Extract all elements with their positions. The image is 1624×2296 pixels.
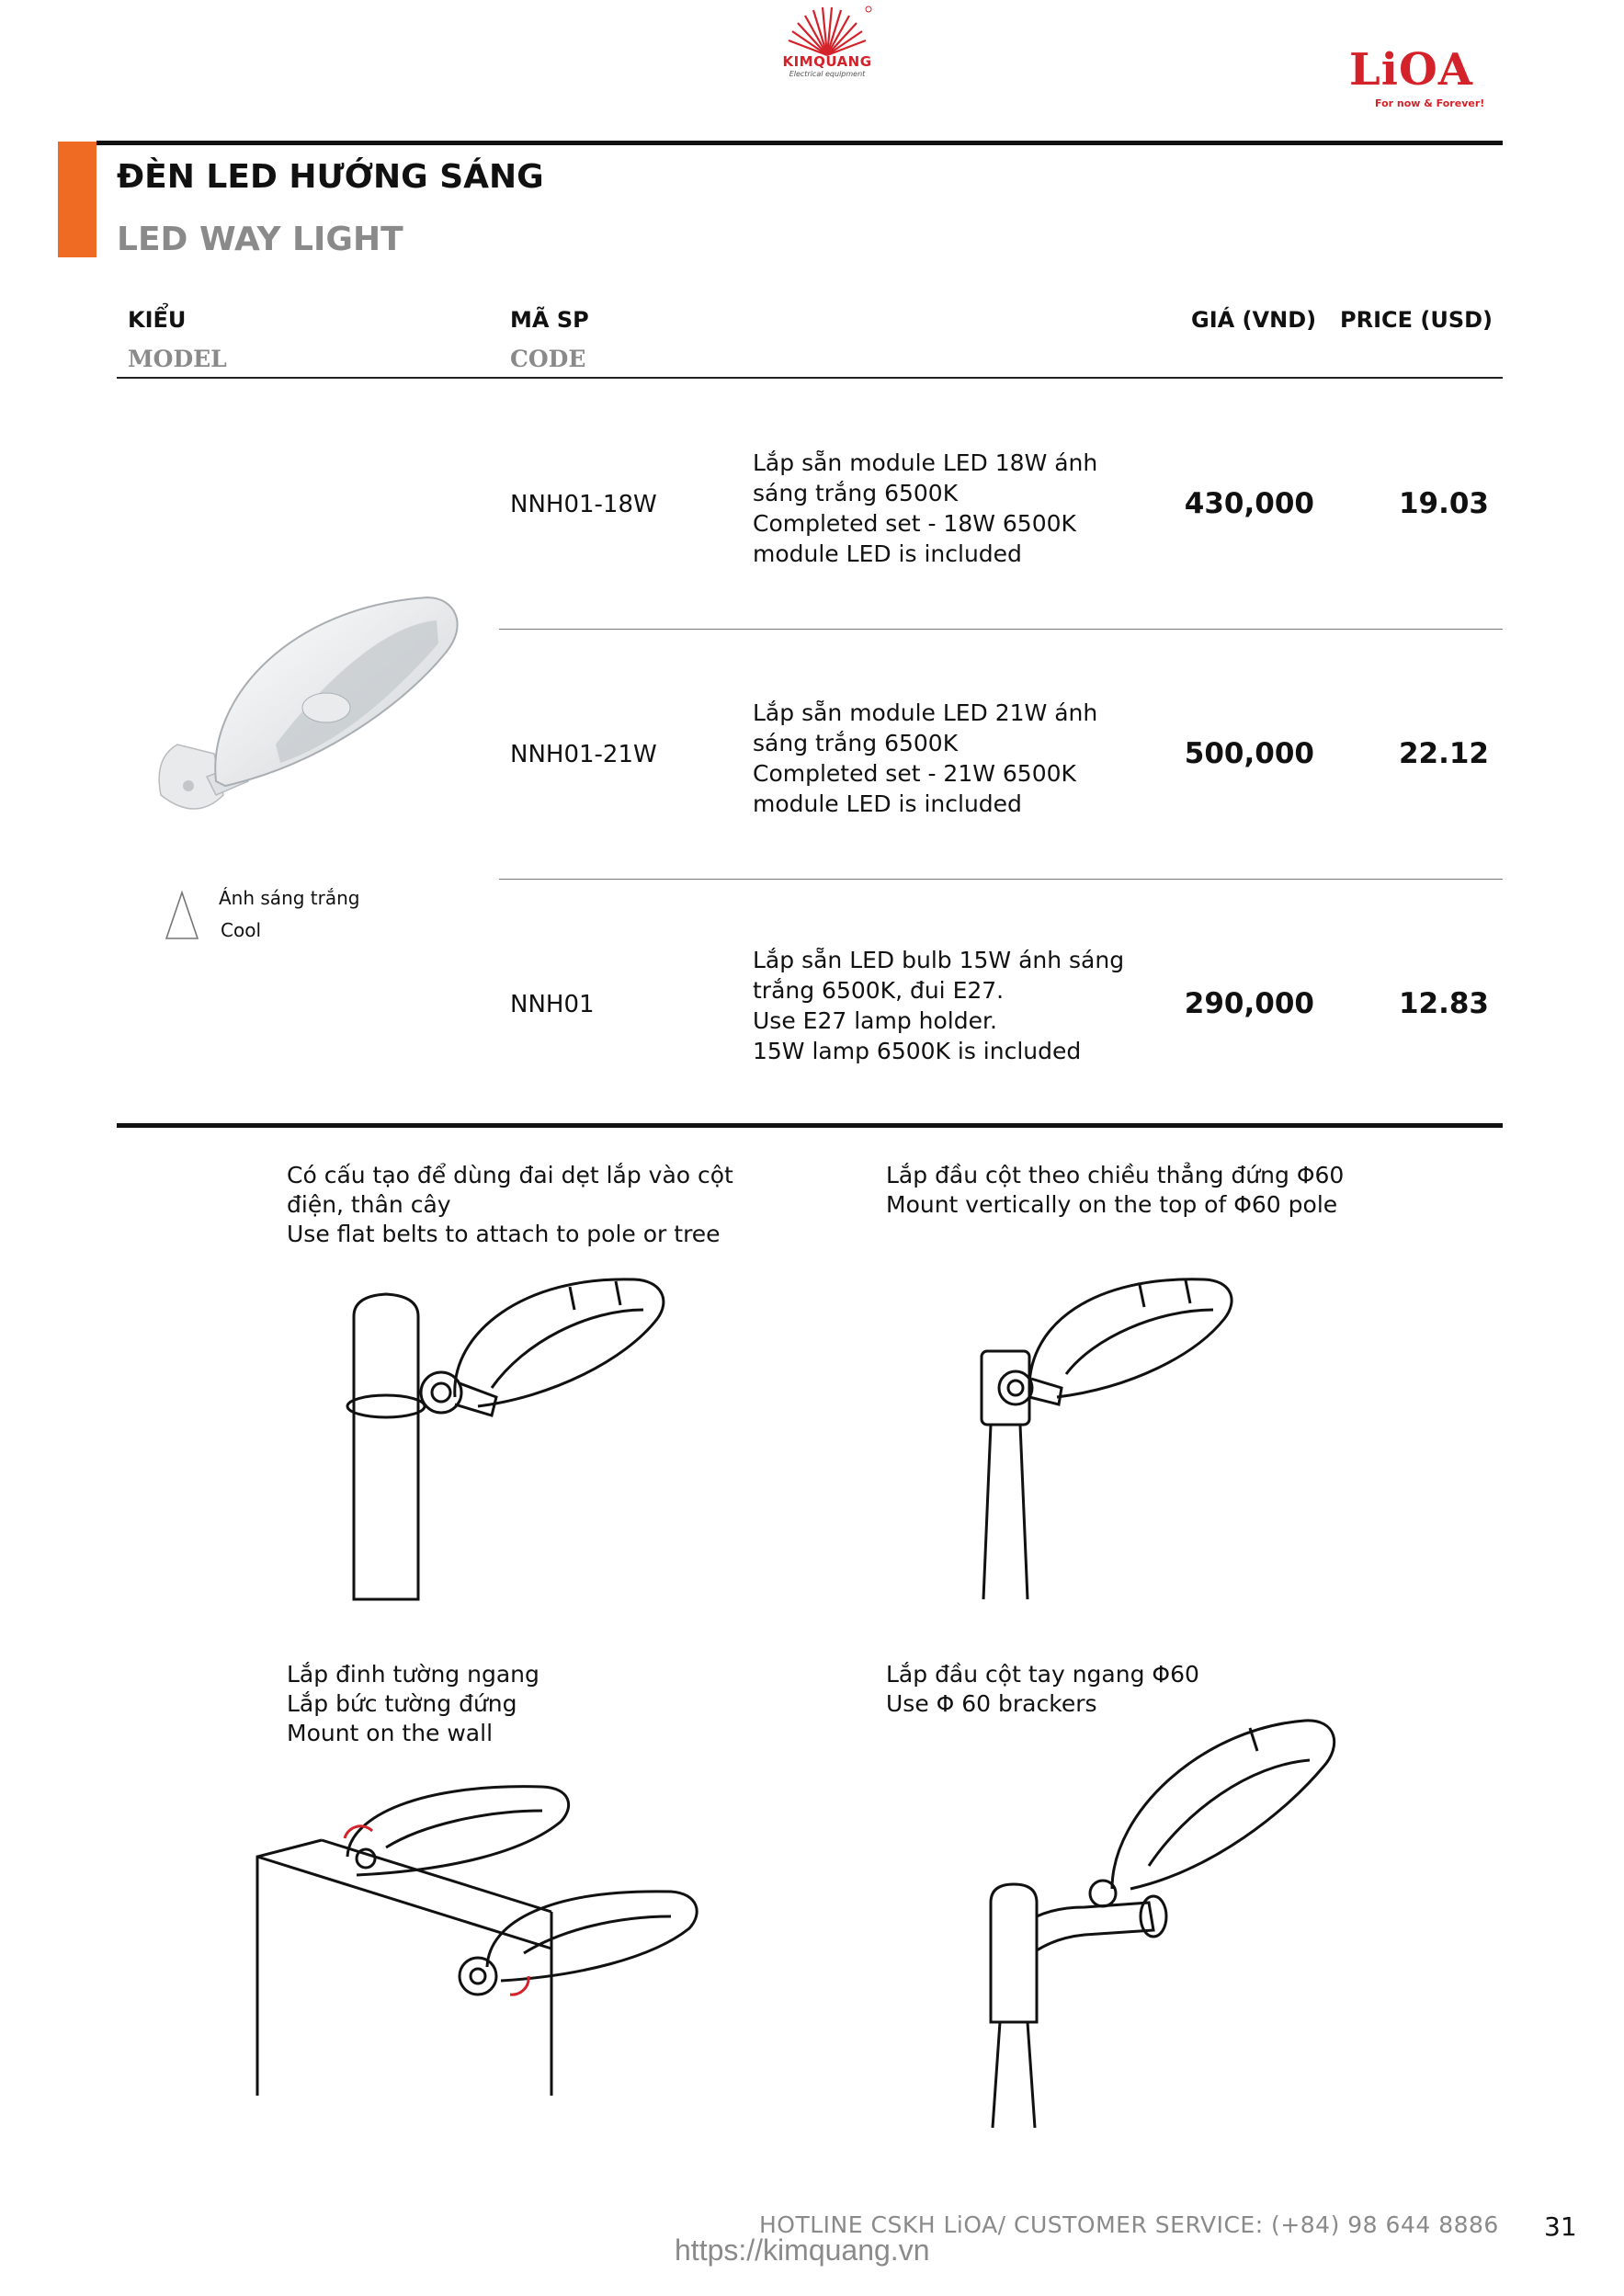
table-bottom-divider [117,1123,1503,1128]
row-1-desc-line: module LED is included [753,540,1022,567]
row-1-description [753,448,1175,569]
row-3-desc-line: Lắp sẵn LED bulb 15W ánh sáng [753,947,1125,973]
lioa-logo: LiOA [1349,44,1474,96]
mount-option-2-caption [886,1161,1344,1220]
mount-bracket-arm-diagram [974,1710,1342,2132]
row-3-desc-line: Use E27 lamp holder. [753,1007,997,1034]
row-3-description [753,945,1175,1066]
header-model-vn: KIỂU [128,307,187,333]
row-divider [499,629,1503,630]
header-price-vnd: GIÁ (VND) [1191,307,1317,333]
mount-vertical-pole-diagram [956,1268,1250,1618]
mount-wall-diagram [248,1783,708,2105]
mount-option-3-caption [287,1660,539,1748]
mount-caption-line: Lắp đầu cột theo chiều thẳng đứng Φ60 [886,1162,1345,1188]
mount-caption-line: Mount vertically on the top of Φ60 pole [886,1191,1338,1218]
row-2-desc-line: Completed set - 21W 6500K [753,760,1076,787]
mount-caption-line: Có cấu tạo để dùng đai dẹt lắp vào cột [287,1162,733,1188]
row-3-price-vnd: 290,000 [1184,987,1314,1020]
row-2-price-usd: 22.12 [1398,737,1489,770]
kimquang-logo-name: KIMQUANG [782,53,872,70]
mount-option-1-caption [287,1161,733,1249]
light-label-en: Cool [221,919,261,941]
header-code-en: CODE [510,346,586,372]
kimquang-logo-tagline: Electrical equipment [789,70,866,78]
lioa-logo-tagline: For now & Forever! [1375,97,1485,109]
mount-caption-line: Lắp đinh tường ngang [287,1661,539,1688]
row-2-desc-line: Lắp sẵn module LED 21W ánh [753,699,1098,726]
row-3-desc-line: trắng 6500K, đui E27. [753,977,1005,1004]
row-3-desc-line: 15W lamp 6500K is included [753,1038,1082,1064]
row-1-desc-line: Lắp sẵn module LED 18W ánh [753,449,1098,476]
mount-caption-line: điện, thân cây [287,1191,451,1218]
mount-caption-line: Lắp bức tường đứng [287,1690,517,1717]
row-1-code: NNH01-18W [510,491,657,518]
header-price-usd: PRICE (USD) [1340,307,1493,333]
row-2-code: NNH01-21W [510,741,657,768]
mount-caption-line: Mount on the wall [287,1720,494,1746]
footer-hotline: HOTLINE CSKH LiOA/ CUSTOMER SERVICE: (+84) 98 644 8886 [759,2211,1499,2238]
row-2-price-vnd: 500,000 [1184,737,1314,770]
row-3-price-usd: 12.83 [1398,987,1489,1020]
light-label-vn: Ánh sáng trắng [219,887,360,909]
section-top-divider [97,141,1503,145]
mount-caption-line: Use Φ 60 brackers [886,1690,1097,1717]
mount-caption-line: Use flat belts to attach to pole or tree [287,1221,721,1247]
section-accent-bar [58,142,97,257]
header-divider [117,377,1503,379]
row-divider [499,879,1503,880]
kimquang-fan-icon [781,4,873,57]
header-code-vn: MÃ SP [510,307,589,333]
section-title-vn: ĐÈN LED HƯỚNG SÁNG [117,158,544,196]
mount-caption-line: Lắp đầu cột tay ngang Φ60 [886,1661,1199,1688]
header-model-en: MODEL [128,346,227,372]
row-1-price-vnd: 430,000 [1184,487,1314,520]
row-1-desc-line: Completed set - 18W 6500K [753,510,1076,537]
row-1-price-usd: 19.03 [1398,487,1489,520]
row-2-desc-line: module LED is included [753,790,1022,817]
row-2-description [753,698,1175,819]
page-number: 31 [1544,2211,1577,2242]
mount-pole-belt-diagram [340,1268,689,1618]
footer-website-link[interactable]: https://kimquang.vn [675,2233,930,2267]
way-light-product-image [152,588,469,855]
section-title-en: LED WAY LIGHT [117,221,403,258]
row-3-code: NNH01 [510,991,595,1018]
row-1-desc-line: sáng trắng 6500K [753,480,959,506]
row-2-desc-line: sáng trắng 6500K [753,730,959,756]
cool-light-triangle-icon [164,890,200,941]
kimquang-logo [763,4,891,83]
